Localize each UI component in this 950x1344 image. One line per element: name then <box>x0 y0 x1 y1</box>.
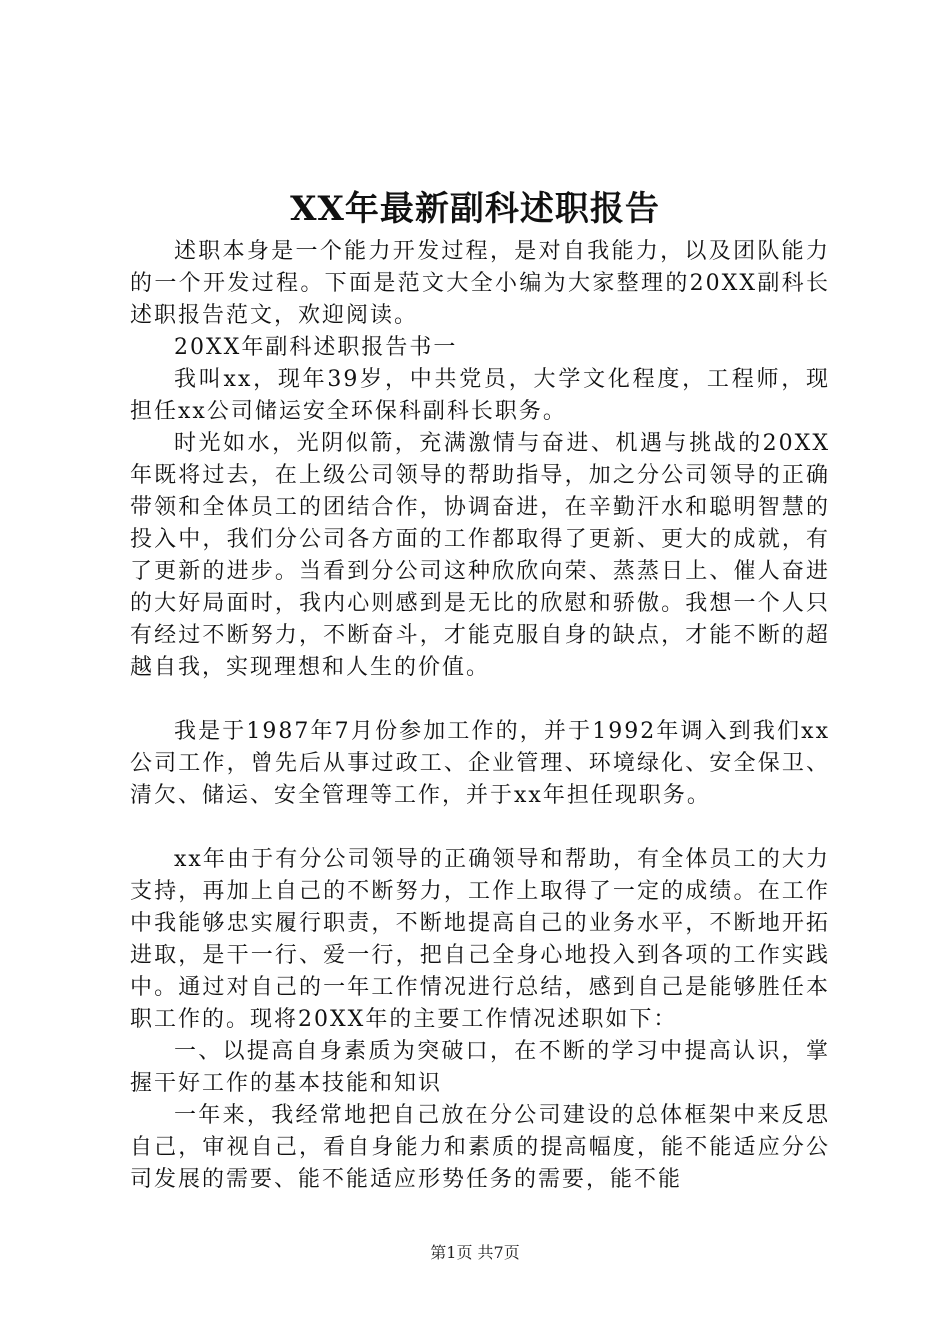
paragraph-reflection: 时光如水，光阴似箭，充满激情与奋进、机遇与挑战的20XX年既将过去，在上级公司领导的帮助指导，加之分公司领导的正确带领和全体员工的团结合作，协调奋进，在辛勤汗水和聪明智慧的投入中，我们分公司各方面的工作都取得了更新、更大的成就，有了更新的进步。当看到分公司这种欣欣向荣、蒸蒸日上、催人奋进的大好局面时，我内心则感到是无比的欣慰和骄傲。我想一个人只有经过不断努力，不断奋斗，才能克服自身的缺点，才能不断的超越自我，实现理想和人生的价值。 <box>130 431 830 680</box>
paragraph-spacer <box>130 812 830 844</box>
page-footer: 第1页 共7页 <box>430 1243 520 1262</box>
paragraph-work-history: 我是于1987年7月份参加工作的，并于1992年调入到我们xx公司工作，曾先后从事过政工、企业管理、环境绿化、安全保卫、清欠、储运、安全管理等工作，并于xx年担任现职务。 <box>130 719 830 808</box>
paragraph-self-intro: 我叫xx，现年39岁，中共党员，大学文化程度，工程师，现担任xx公司储运安全环保科副科长职务。 <box>130 367 830 424</box>
paragraph-subheading: 20XX年副科述职报告书一 <box>174 335 458 360</box>
paragraph-self-review: 一年来，我经常地把自己放在分公司建设的总体框架中来反思自己，审视自己，看自身能力和素质的提高幅度，能不能适应分公司发展的需要、能不能适应形势任务的需要，能不能 <box>130 1103 830 1192</box>
document-body <box>130 236 830 1196</box>
paragraph-achievements: xx年由于有分公司领导的正确领导和帮助，有全体员工的大力支持，再加上自己的不断努力，工作上取得了一定的成绩。在工作中我能够忠实履行职责，不断地提高自己的业务水平，不断地开拓进取，是干一行、爱一行，把自己全身心地投入到各项的工作实践中。通过对自己的一年工作情况进行总结，感到自己是能够胜任本职工作的。现将20XX年的主要工作情况述职如下： <box>130 847 830 1032</box>
paragraph-section-heading: 一、以提高自身素质为突破口，在不断的学习中提高认识，掌握干好工作的基本技能和知识 <box>130 1039 830 1096</box>
paragraph-intro: 述职本身是一个能力开发过程，是对自我能力，以及团队能力的一个开发过程。下面是范文大全小编为大家整理的20XX副科长述职报告范文，欢迎阅读。 <box>130 239 830 328</box>
document-title: XX年最新副科述职报告 <box>290 189 660 229</box>
paragraph-spacer <box>130 684 830 716</box>
